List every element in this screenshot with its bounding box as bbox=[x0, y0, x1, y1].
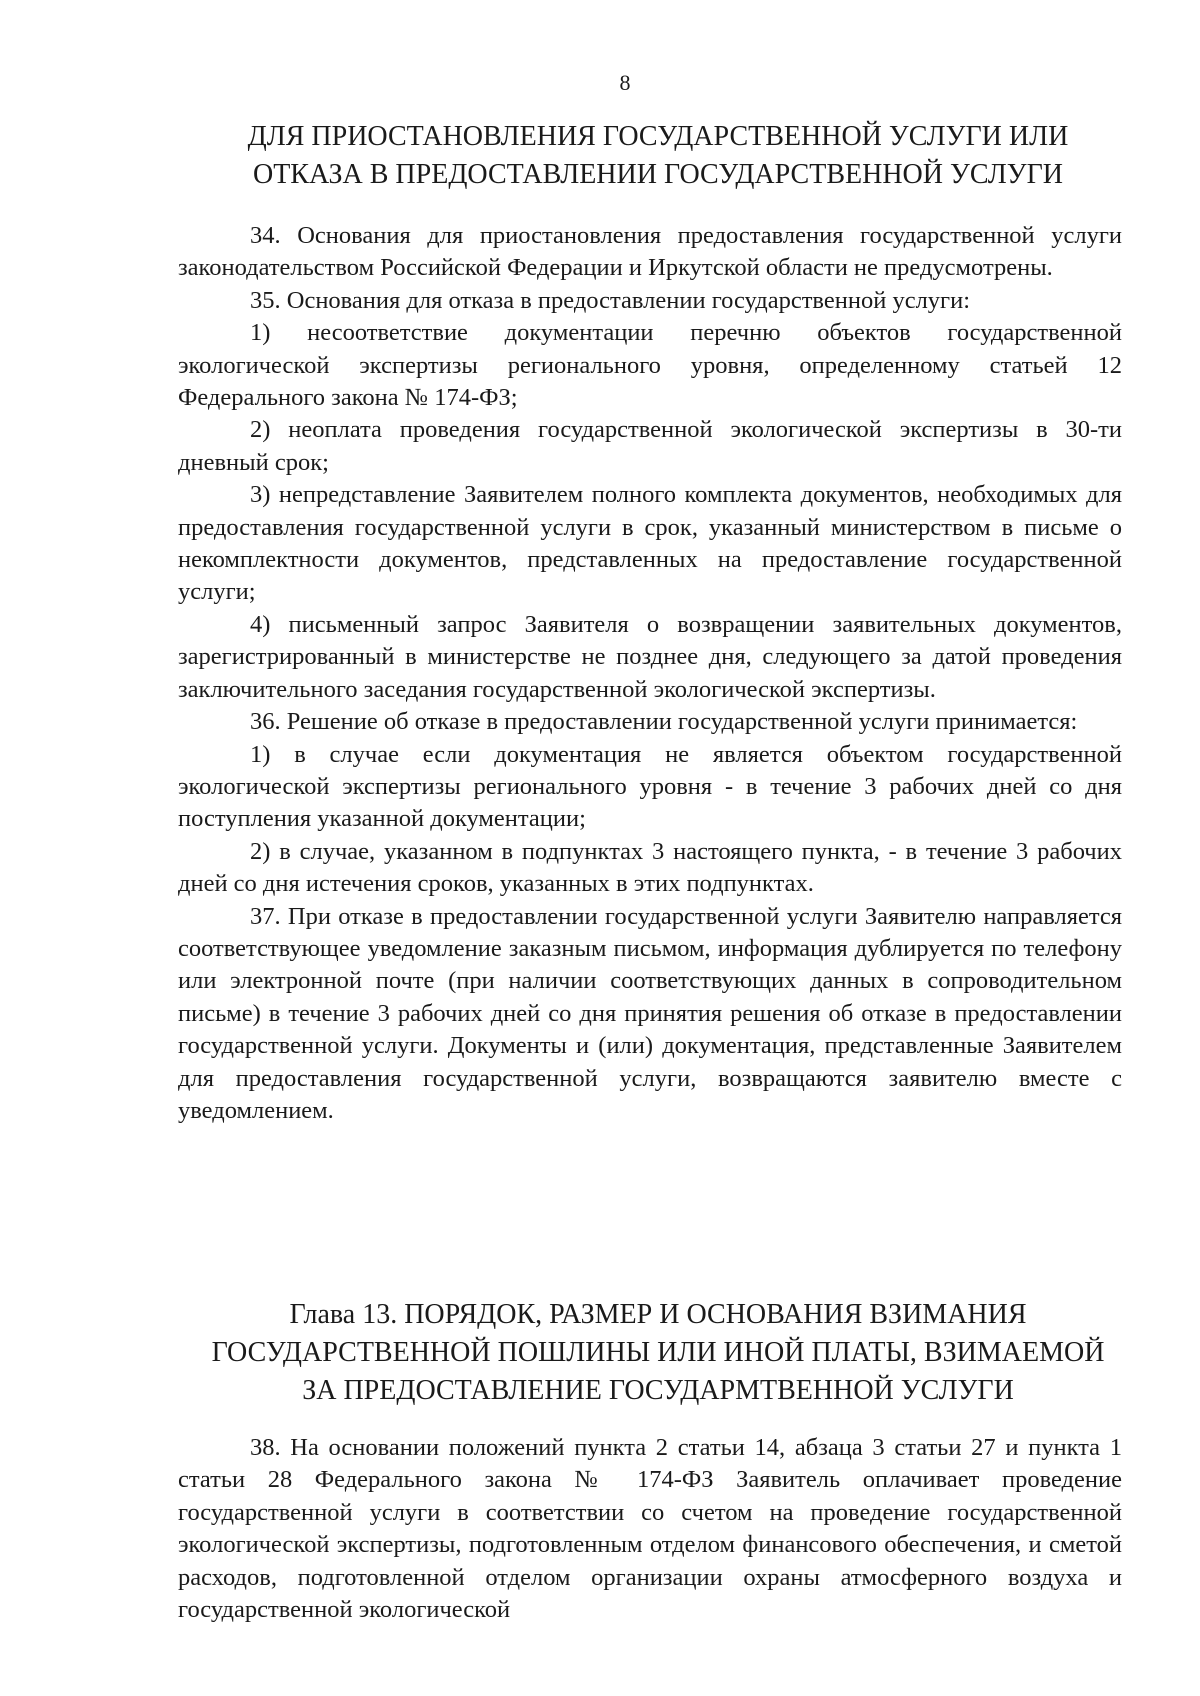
section-heading-line: ДЛЯ ПРИОСТАНОВЛЕНИЯ ГОСУДАРСТВЕННОЙ УСЛУГИ ИЛИ bbox=[247, 121, 1069, 152]
paragraph-36-item-2: 2) в случае, указанном в подпунктах 3 настоящего пункта, - в течение 3 рабочих дней со дня истечения сроков, указанных в этих подпунктах. bbox=[178, 837, 1122, 898]
paragraph-35-item-4: 4) письменный запрос Заявителя о возвращении заявительных документов, зарегистрированный в министерстве не позднее дня, следующего за датой проведения заключительного заседания государственной экологической экспертизы. bbox=[178, 610, 1122, 703]
paragraph-36-item-1: 1) в случае если документация не является объектом государственной экологической экспертизы регионального уровня - в течение 3 рабочих дней со дня поступления указанной документации; bbox=[178, 740, 1122, 833]
section-heading-line: ОТКАЗА В ПРЕДОСТАВЛЕНИИ ГОСУДАРСТВЕННОЙ УСЛУГИ bbox=[252, 159, 1064, 190]
chapter-heading-line: Глава 13. ПОРЯДОК, РАЗМЕР И ОСНОВАНИЯ ВЗИМАНИЯ bbox=[289, 1299, 1027, 1330]
paragraph-35: 35. Основания для отказа в предоставлении государственной услуги: bbox=[250, 286, 971, 314]
page-number: 8 bbox=[619, 70, 631, 95]
paragraph-35-item-2: 2) неоплата проведения государственной экологической экспертизы в 30-ти дневный срок; bbox=[178, 416, 1122, 476]
paragraph-34: 34. Основания для приостановления предоставления государственной услуги законодательством Российской Федерации и Иркутской области не предусмотрены. bbox=[178, 222, 1122, 282]
paragraph-35-item-1: 1) несоответствие документации перечню объектов государственной экологической экспертизы регионального уровня, определенному статьей 12 Федерального закона № 174-ФЗ; bbox=[178, 319, 1122, 412]
body-text-section-2 bbox=[178, 1432, 1122, 1626]
paragraph-35-item-3: 3) непредставление Заявителем полного комплекта документов, необходимых для предоставления государственной услуги в срок, указанный министерством в письме о некомплектности документов, представленных на предоставление государственной услуги; bbox=[178, 481, 1122, 606]
section-heading bbox=[178, 118, 1138, 194]
paragraph-38: 38. На основании положений пункта 2 статьи 14, абзаца 3 статьи 27 и пункта 1 статьи 28 Федерального закона № 174-ФЗ Заявитель оплачивает проведение государственной услуги в соответствии со счетом на проведение государственной экологической экспертизы, подготовленным отделом финансового обеспечения, и сметой расходов, подготовленной отделом организации охраны атмосферного воздуха и государственной экологической bbox=[178, 1434, 1122, 1624]
paragraph-37: 37. При отказе в предоставлении государственной услуги Заявителю направляется соответствующее уведомление заказным письмом, информация дублируется по телефону или электронной почте (при наличии соответствующих данных в сопроводительном письме) в течение 3 рабочих дней со дня принятия решения об отказе в предоставлении государственной услуги. Документы и (или) документация, представленные Заявителем для предоставления государственной услуги, возвращаются заявителю вместе с уведомлением. bbox=[178, 902, 1122, 1124]
chapter-heading-line: ГОСУДАРСТВЕННОЙ ПОШЛИНЫ ИЛИ ИНОЙ ПЛАТЫ, ВЗИМАЕМОЙ bbox=[211, 1337, 1105, 1368]
paragraph-36: 36. Решение об отказе в предоставлении государственной услуги принимается: bbox=[250, 708, 1078, 736]
chapter-heading-line: ЗА ПРЕДОСТАВЛЕНИЕ ГОСУДАРМТВЕННОЙ УСЛУГИ bbox=[302, 1375, 1014, 1406]
chapter-heading bbox=[178, 1296, 1138, 1410]
body-text-section-1 bbox=[178, 220, 1122, 1127]
